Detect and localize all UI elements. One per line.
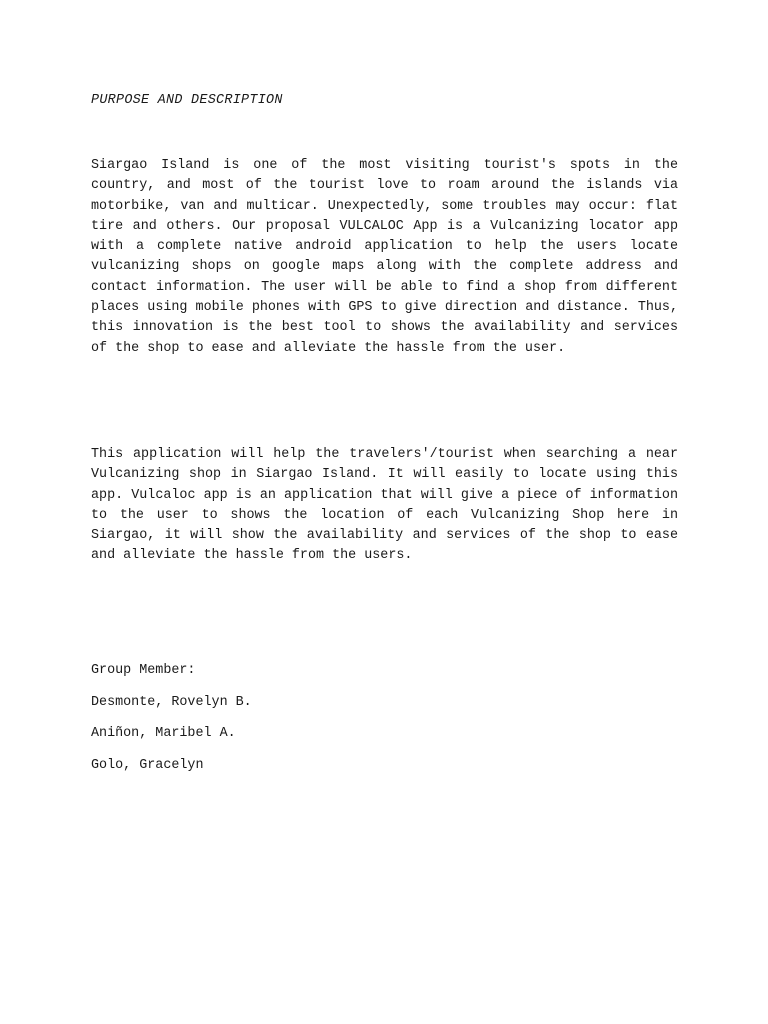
group-member-name: Aniñon, Maribel A. — [91, 726, 236, 741]
group-member-name: Golo, Gracelyn — [91, 758, 204, 773]
section-heading: PURPOSE AND DESCRIPTION — [91, 93, 283, 108]
group-member-label: Group Member: — [91, 663, 196, 678]
paragraph-description: This application will help the travelers'/tourist when searching a near Vulcanizing shop in Siargao Island. It will easily to locate using this app. Vulcaloc app is an application that will give a piece of information to the user to shows the location of each Vulcanizing Shop here in Siargao, it will show the availability and services of the shop to ease and alleviate the hassle from the users. — [91, 447, 678, 564]
group-member-name: Desmonte, Rovelyn B. — [91, 695, 252, 710]
paragraph-purpose: Siargao Island is one of the most visiting tourist's spots in the country, and most of the tourist love to roam around the islands via motorbike, van and multicar. Unexpectedly, some troubles may occur: flat tire and others. Our proposal VULCALOC App is a Vulcanizing locator app with a complete native android application to help the users locate vulcanizing shops on google maps along with the complete address and contact information. The user will be able to find a shop from different places using mobile phones with GPS to give direction and distance. Thus, this innovation is the best tool to shows the availability and services of the shop to ease and alleviate the hassle from the user. — [91, 158, 678, 356]
